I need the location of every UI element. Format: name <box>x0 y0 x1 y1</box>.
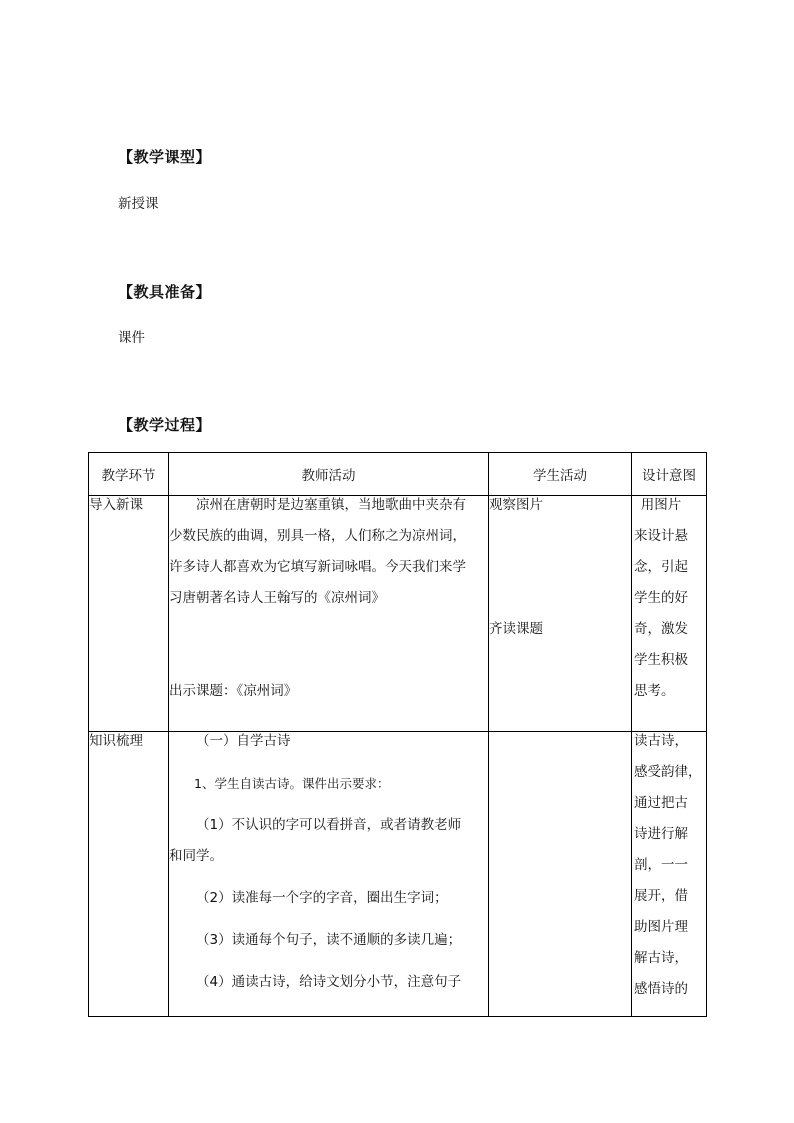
teacher-line: （4）通读古诗，给诗文划分小节，注意句子 <box>196 974 462 990</box>
design-intent-cell <box>632 496 707 732</box>
section-heading-materials: 【教具准备】 <box>118 283 212 301</box>
stage-label: 导入新课 <box>89 497 143 513</box>
intent-line: 剖，一一 <box>634 857 688 873</box>
teacher-line: 1、学生自读古诗。课件出示要求： <box>194 776 390 791</box>
intent-line: 学生的好 <box>634 590 688 606</box>
header-stage: 教学环节 <box>89 453 169 496</box>
teacher-activity-cell <box>169 732 489 1017</box>
intent-line: 思考。 <box>634 683 675 699</box>
header-student-activity: 学生活动 <box>489 453 632 496</box>
section-heading-lesson-type: 【教学课型】 <box>118 148 212 166</box>
teacher-line: 少数民族的曲调，别具一格，人们称之为凉州词， <box>169 528 466 544</box>
teacher-line: （2）读准每一个字的字音，圈出生字词； <box>196 890 448 906</box>
lesson-type-value: 新授课 <box>118 196 159 212</box>
lesson-process-table <box>88 452 707 1017</box>
stage-cell <box>89 496 169 732</box>
table-row <box>89 732 707 1017</box>
intent-line: 读古诗， <box>634 733 688 749</box>
intent-line: 解古诗， <box>634 950 688 966</box>
intent-line: 助图片理 <box>634 919 688 935</box>
intent-line: 学生积极 <box>634 652 688 668</box>
intent-line: 通过把古 <box>634 795 688 811</box>
header-design-intent: 设计意图 <box>632 453 707 496</box>
materials-value: 课件 <box>118 330 145 346</box>
student-activity-cell <box>489 732 632 1017</box>
teacher-line: 许多诗人都喜欢为它填写新词咏唱。今天我们来学 <box>169 559 466 575</box>
intent-line: 奇，激发 <box>634 621 688 637</box>
teacher-line: 出示课题：《凉州词》 <box>169 683 298 699</box>
teacher-activity-cell <box>169 496 489 732</box>
intent-line: 感悟诗的 <box>634 981 688 997</box>
intent-line: 感受韵律， <box>634 764 702 780</box>
teacher-line: （3）读通每个句子，读不通顺的多读几遍； <box>196 932 462 948</box>
teacher-line: （一）自学古诗 <box>196 733 291 749</box>
teacher-line: 习唐朝著名诗人王翰写的《凉州词》 <box>169 590 385 606</box>
intent-line: 念，引起 <box>634 559 688 575</box>
table-row <box>89 496 707 732</box>
design-intent-cell <box>632 732 707 1017</box>
intent-line: 诗进行解 <box>634 826 688 842</box>
student-line: 观察图片 <box>489 497 543 513</box>
intent-line: 展开，借 <box>634 888 688 904</box>
header-teacher-activity: 教师活动 <box>169 453 489 496</box>
student-activity-cell <box>489 496 632 732</box>
teacher-line: （1）不认识的字可以看拼音，或者请教老师 <box>196 817 462 833</box>
teacher-line: 和同学。 <box>169 848 223 864</box>
section-heading-process: 【教学过程】 <box>118 416 212 434</box>
stage-cell <box>89 732 169 1017</box>
teacher-line: 凉州在唐朝时是边塞重镇，当地歌曲中夹杂有 <box>196 497 466 513</box>
intent-line: 来设计悬 <box>634 528 688 544</box>
student-line: 齐读课题 <box>489 621 543 637</box>
intent-line: 用图片 <box>640 497 682 513</box>
stage-label: 知识梳理 <box>89 733 143 749</box>
